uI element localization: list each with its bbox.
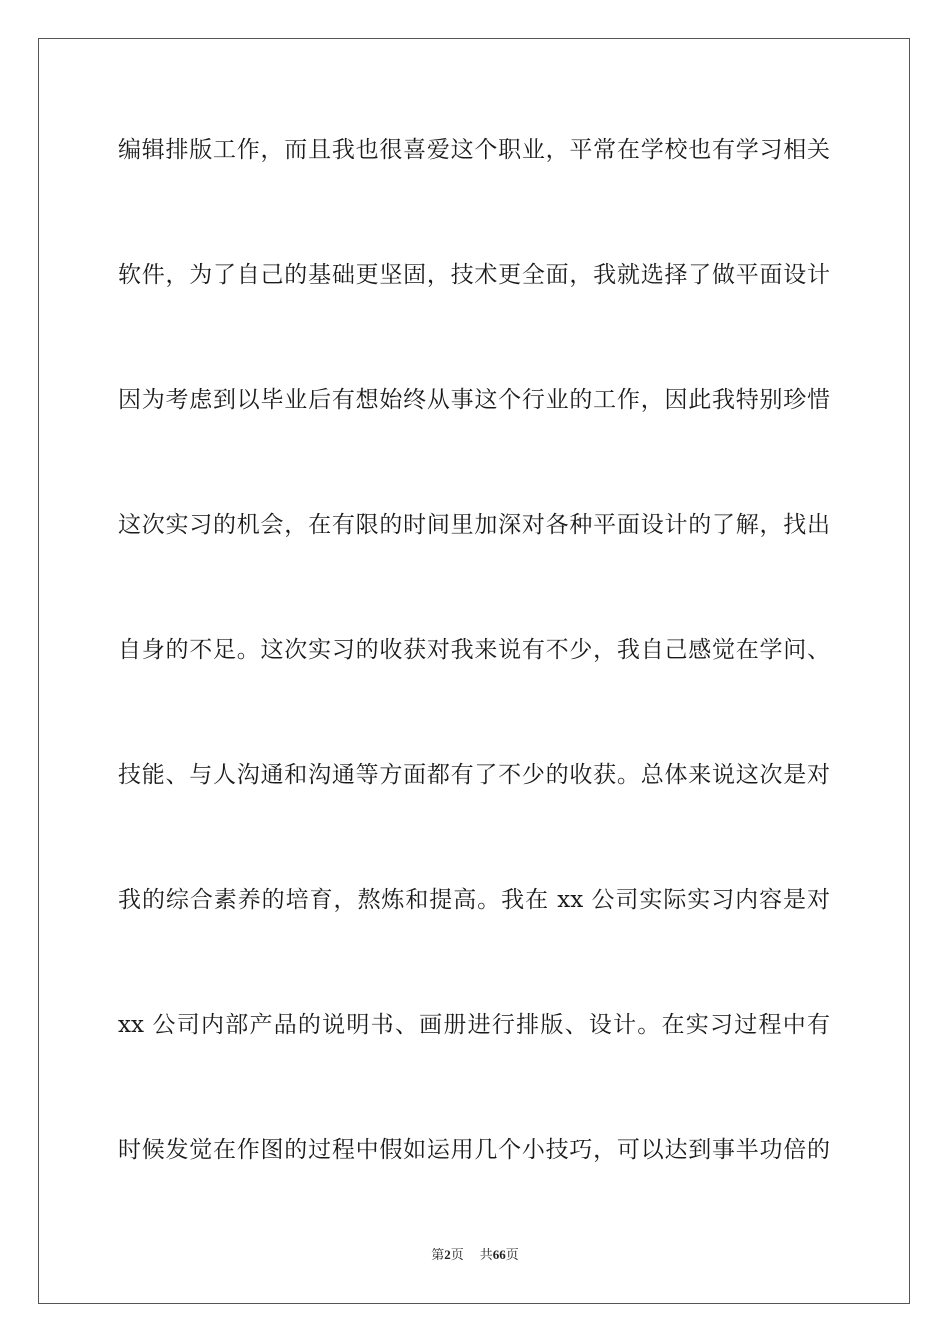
total-suffix: 页 — [505, 1247, 519, 1262]
body-text-line-5: 自身的不足。这次实习的收获对我来说有不少，我自己感觉在学问、 — [118, 637, 830, 663]
body-text-line-1: 编辑排版工作，而且我也很喜爱这个职业，平常在学校也有学习相关 — [118, 137, 830, 163]
page-number: 2 — [444, 1247, 451, 1262]
total-prefix: 共 — [479, 1247, 493, 1262]
body-text-line-7: 我的综合素养的培育，熬炼和提高。我在 xx 公司实际实习内容是对 — [118, 887, 830, 913]
page-border — [38, 38, 910, 1304]
total-pages: 66 — [492, 1247, 506, 1262]
body-text-line-8: xx 公司内部产品的说明书、画册进行排版、设计。在实习过程中有 — [118, 1012, 830, 1038]
body-text-line-2: 软件，为了自己的基础更坚固，技术更全面，我就选择了做平面设计 — [118, 262, 830, 288]
page-suffix: 页 — [450, 1247, 464, 1262]
body-text-line-6: 技能、与人沟通和沟通等方面都有了不少的收获。总体来说这次是对 — [118, 762, 830, 788]
body-text-line-9: 时候发觉在作图的过程中假如运用几个小技巧，可以达到事半功倍的 — [118, 1137, 830, 1163]
body-text-line-3: 因为考虑到以毕业后有想始终从事这个行业的工作，因此我特别珍惜 — [118, 387, 830, 413]
page-prefix: 第 — [431, 1247, 445, 1262]
page-footer — [0, 1246, 950, 1264]
body-text-line-4: 这次实习的机会，在有限的时间里加深对各种平面设计的了解，找出 — [118, 512, 830, 538]
